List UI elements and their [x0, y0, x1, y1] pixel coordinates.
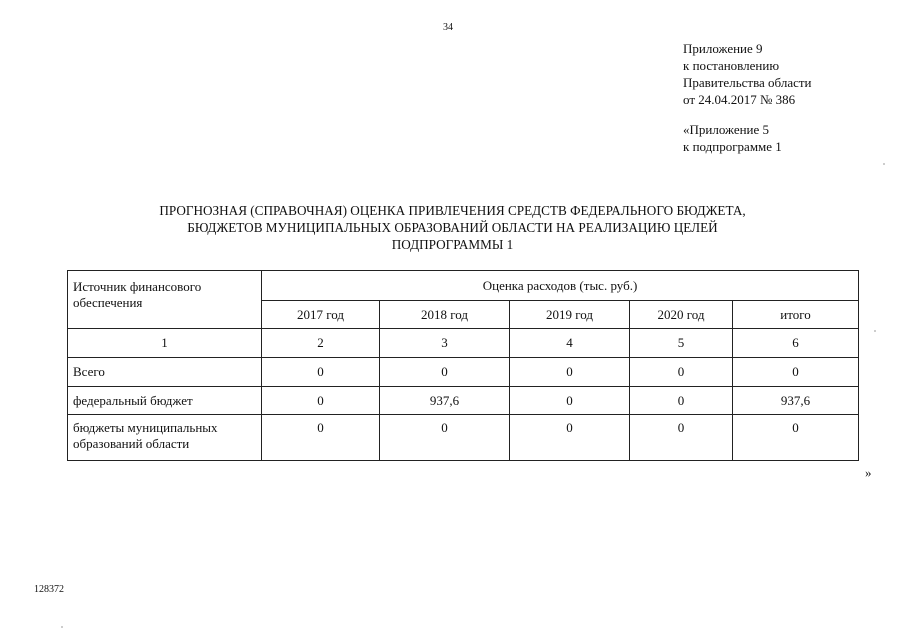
column-number-cell: 4 [510, 329, 630, 358]
funding-estimate-table [67, 270, 859, 461]
document-title [60, 202, 845, 253]
year-header-cell: 2019 год [510, 301, 630, 329]
table-row [68, 415, 859, 461]
value-cell: 0 [510, 358, 630, 387]
column-number-cell: 6 [733, 329, 859, 358]
scan-speck [61, 626, 63, 628]
value-cell: 937,6 [380, 387, 510, 415]
appendix-9-line: Приложение 9 [683, 41, 763, 56]
value-cell: 0 [733, 358, 859, 387]
appendix-9-line: от 24.04.2017 № 386 [683, 92, 796, 107]
value-cell: 0 [380, 415, 510, 461]
value-cell: 0 [630, 415, 733, 461]
value-cell: 0 [733, 415, 859, 461]
column-number-row [68, 329, 859, 358]
column-number-cell: 2 [262, 329, 380, 358]
value-cell: 0 [262, 387, 380, 415]
row-label: бюджеты муниципальных образований области [68, 415, 262, 461]
table-row [68, 358, 859, 387]
total-header-cell: итого [733, 301, 859, 329]
closing-quote: » [865, 465, 872, 480]
year-header-cell: 2017 год [262, 301, 380, 329]
appendix-5-line: «Приложение 5 [683, 122, 770, 137]
estimate-header-cell: Оценка расходов (тыс. руб.) [262, 271, 859, 301]
value-cell: 0 [262, 415, 380, 461]
source-header-cell: Источник финансового обеспечения [68, 271, 262, 329]
value-cell: 937,6 [733, 387, 859, 415]
column-number-cell: 3 [380, 329, 510, 358]
table-row [68, 387, 859, 415]
value-cell: 0 [510, 387, 630, 415]
value-cell: 0 [262, 358, 380, 387]
value-cell: 0 [380, 358, 510, 387]
appendix-5-block [683, 121, 782, 155]
appendix-9-block [683, 40, 812, 108]
row-label: федеральный бюджет [68, 387, 262, 415]
value-cell: 0 [630, 358, 733, 387]
title-line: ПОДПРОГРАММЫ 1 [391, 237, 514, 252]
appendix-5-line: к подпрограмме 1 [683, 139, 782, 154]
appendix-9-line: к постановлению [683, 58, 780, 73]
value-cell: 0 [510, 415, 630, 461]
scan-speck [883, 163, 885, 165]
appendix-9-line: Правительства области [683, 75, 812, 90]
scan-speck [874, 330, 876, 332]
document-code: 128372 [34, 584, 64, 595]
year-header-cell: 2018 год [380, 301, 510, 329]
year-header-cell: 2020 год [630, 301, 733, 329]
column-number-cell: 1 [68, 329, 262, 358]
table-header-row [68, 271, 859, 301]
column-number-cell: 5 [630, 329, 733, 358]
title-line: ПРОГНОЗНАЯ (СПРАВОЧНАЯ) ОЦЕНКА ПРИВЛЕЧЕНИЯ СРЕДСТВ ФЕДЕРАЛЬНОГО БЮДЖЕТА, [159, 203, 746, 218]
page-number: 34 [443, 22, 453, 33]
title-line: БЮДЖЕТОВ МУНИЦИПАЛЬНЫХ ОБРАЗОВАНИЙ ОБЛАСТИ НА РЕАЛИЗАЦИЮ ЦЕЛЕЙ [187, 220, 718, 235]
row-label: Всего [68, 358, 262, 387]
value-cell: 0 [630, 387, 733, 415]
